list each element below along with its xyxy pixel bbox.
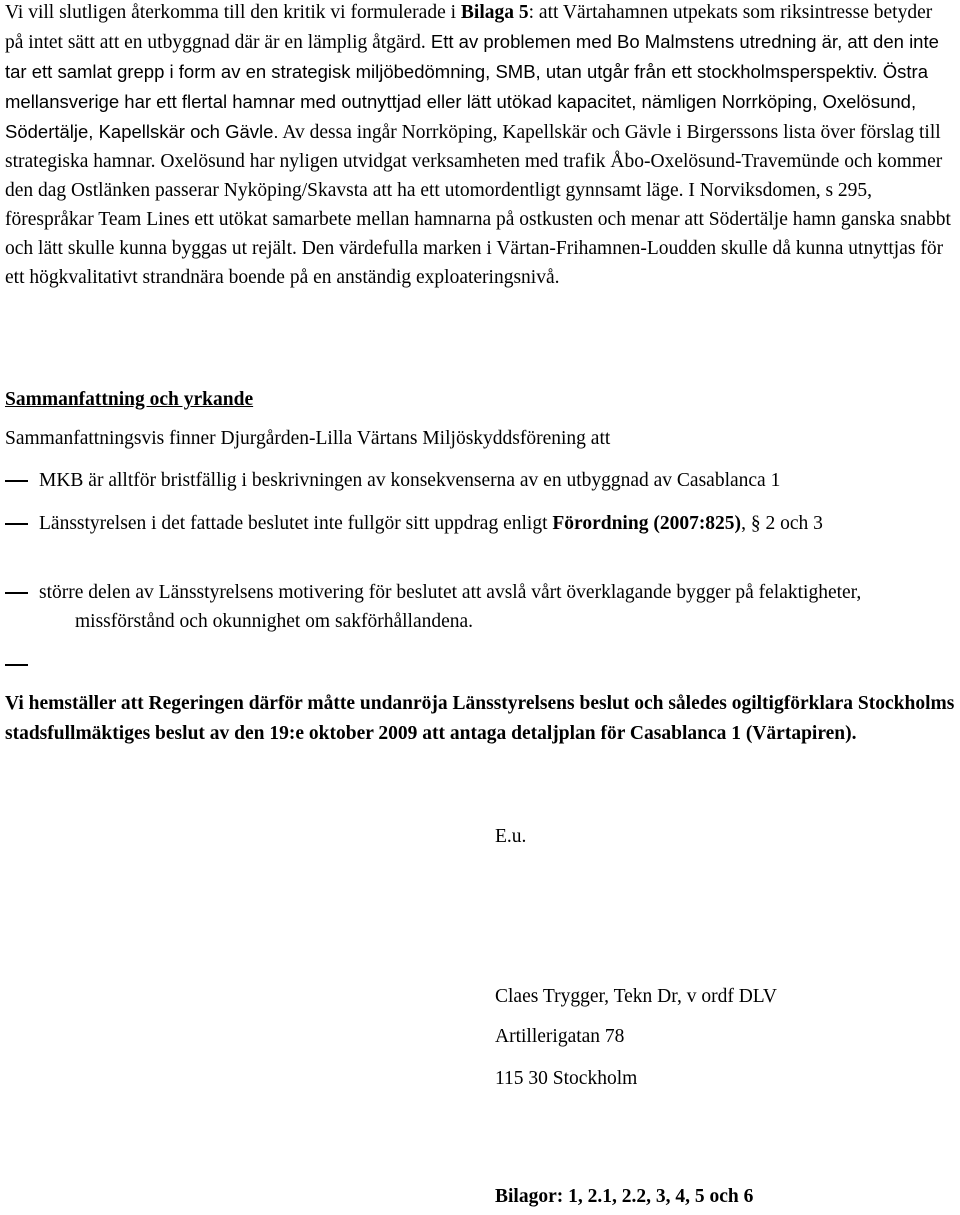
bilaga-5-reference: Bilaga 5 bbox=[460, 2, 529, 23]
forordning-reference: Förordning (2007:825) bbox=[552, 513, 742, 534]
p2-serif-text: Av dessa ingår Norrköping, Kapellskär och Gävle i Birgerssons lista över förslag till strategiska hamnar. Oxelösund har nyligen utvidgat verksamheten med trafik Åbo-Oxelösund-Travemünde och kommer den dag Ostlänken passerar Nyköping/Skavsta att ha ett utomordentligt gynnsamt läge. I Norviksdomen, s 295, förespråkar Team Lines ett utökat samarbete mellan hamnarna på ostkusten och menar att Södertälje hamn ganska snabbt och lätt skulle kunna byggas ut rejält. Den värdefulla marken i Värtan-Frihamnen-Loudden skulle då kunna utnyttjas för ett högkvalitativt strandnära boende på en anständig exploateringsnivå. bbox=[5, 122, 951, 288]
bullet-2-suffix: , § 2 och 3 bbox=[741, 513, 823, 534]
summary-bullet-3 bbox=[5, 578, 955, 636]
attachments-list: Bilagor: 1, 2.1, 2.2, 3, 4, 5 och 6 bbox=[495, 1186, 754, 1207]
summary-bullet-2 bbox=[5, 509, 955, 538]
bullet-1-text: MKB är alltför bristfällig i beskrivningen av konsekvenserna av en utbyggnad av Casablanca 1 bbox=[39, 470, 781, 491]
p2-sans-text: Ett av problemen med Bo Malmstens utredning är, att den inte tar ett samlat grepp i form av en strategisk miljöbedömning, SMB, utan utgår från ett stockholmsperspektiv. Östra mellansverige har ett flertal hamnar med outnyttjad eller lätt utökad kapacitet, nämligen Norrköping, Oxelösund, Södertälje, Kapellskär och Gävle. bbox=[5, 31, 939, 142]
signer-city: 115 30 Stockholm bbox=[495, 1068, 638, 1089]
dash-icon bbox=[5, 664, 28, 666]
bullet-2-text: Länsstyrelsen i det fattade beslutet inte fullgör sitt uppdrag enligt bbox=[39, 513, 553, 534]
dash-icon bbox=[5, 592, 28, 594]
signer-name: Claes Trygger, Tekn Dr, v ordf DLV bbox=[495, 986, 777, 1007]
dash-icon bbox=[5, 480, 28, 482]
dash-icon bbox=[5, 523, 28, 525]
closing: E.u. bbox=[495, 826, 527, 847]
p1-text: Vi vill slutligen återkomma till den kritik vi formulerade i bbox=[5, 2, 461, 23]
summary-heading: Sammanfattning och yrkande bbox=[5, 389, 254, 410]
body-paragraph bbox=[5, 0, 955, 292]
summary-bullet-1 bbox=[5, 466, 955, 495]
bullet-3-text: större delen av Länsstyrelsens motivering för beslutet att avslå vårt överklagande bygger på felaktigheter, missförstånd och okunnighet om sakförhållandena. bbox=[39, 582, 862, 632]
signer-street: Artillerigatan 78 bbox=[495, 1026, 625, 1047]
p1-rest-text: : att Värtahamnen utpekats som riksintresse betyder på intet sätt att en utbyggnad där är en lämplig åtgärd. bbox=[5, 2, 933, 53]
summary-intro: Sammanfattningsvis finner Djurgården-Lilla Värtans Miljöskyddsförening att bbox=[5, 428, 611, 449]
demand-paragraph: Vi hemställer att Regeringen därför måtte undanröja Länsstyrelsens beslut och således ogiltigförklara Stockholms stadsfullmäktiges beslut av den 19:e oktober 2009 att antaga detaljplan för Casablanca 1 (Värtapiren). bbox=[5, 693, 955, 744]
